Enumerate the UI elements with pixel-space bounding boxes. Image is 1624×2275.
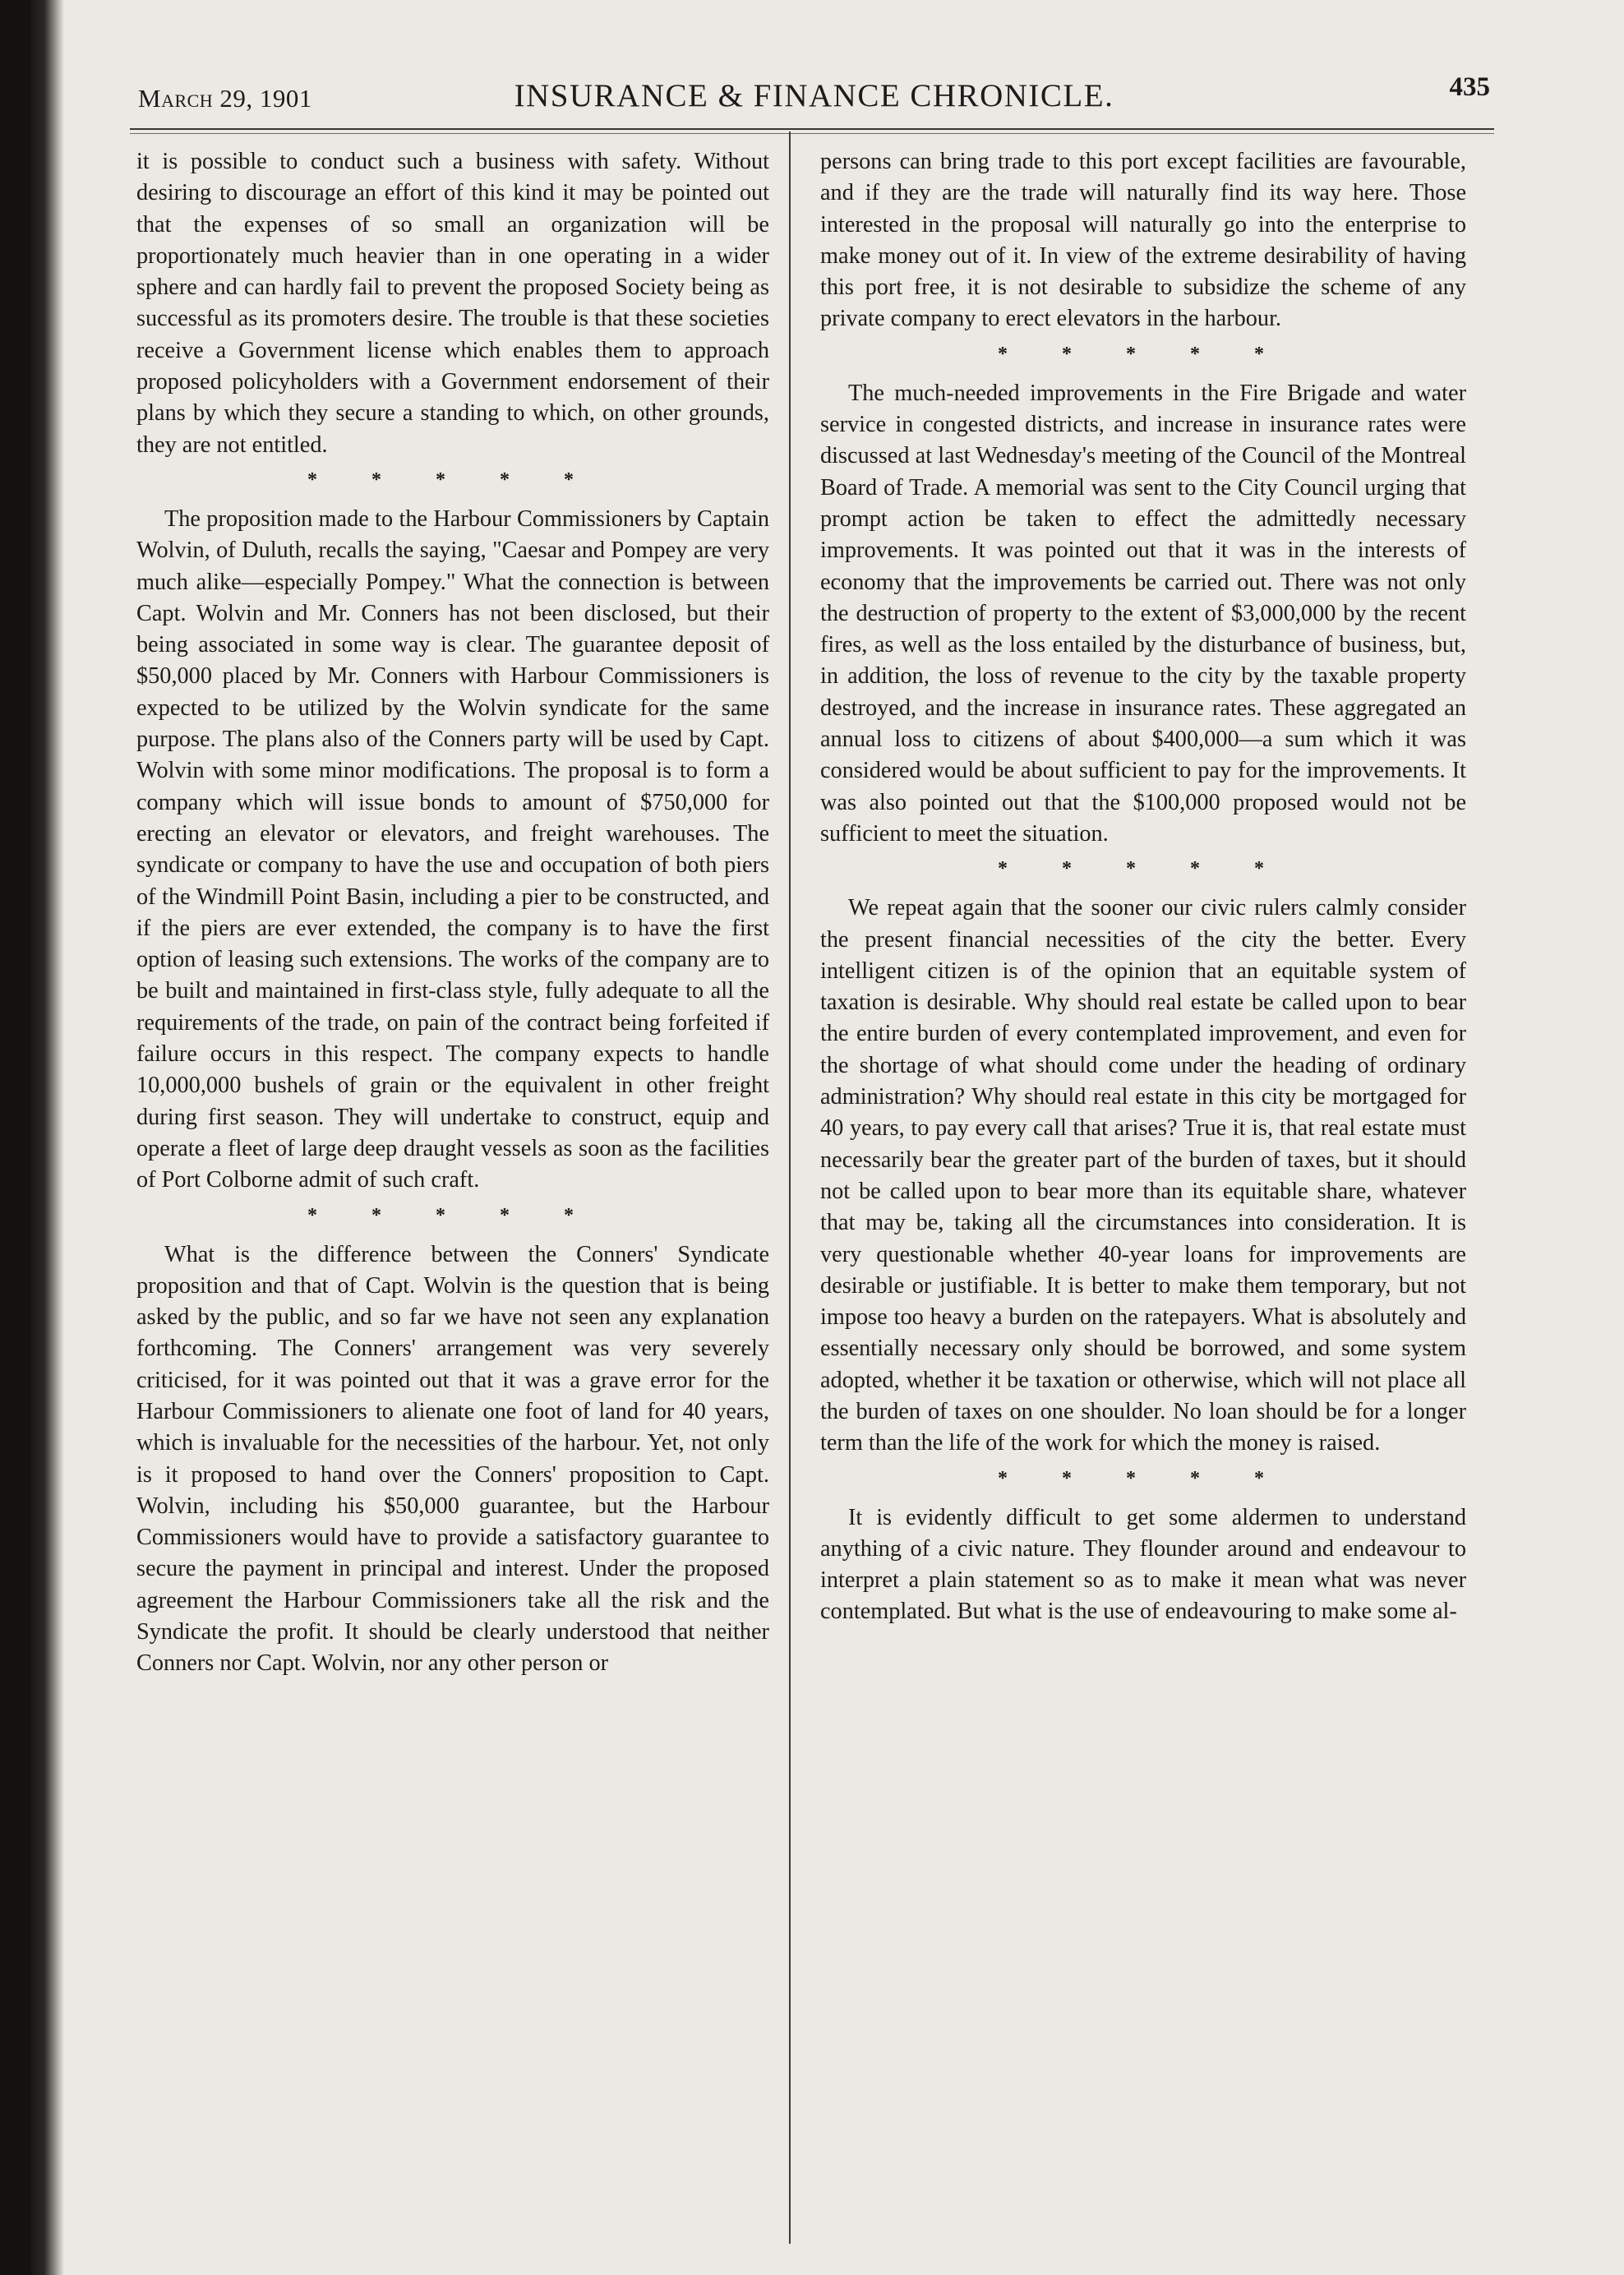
section-separator: * * * * * <box>998 343 1289 365</box>
header-rule <box>130 128 1494 134</box>
section-separator: * * * * * <box>998 1467 1289 1489</box>
publication-title: INSURANCE & FINANCE CHRONICLE. <box>514 78 1114 113</box>
page-header <box>138 72 1490 122</box>
section-separator: * * * * * <box>307 1204 598 1226</box>
newspaper-page <box>31 0 1624 2275</box>
header-date: March 29, 1901 <box>138 84 312 113</box>
column-divider <box>789 132 791 2244</box>
paragraph: persons can bring trade to this port except facilities are favourable, and if they are the trade will naturally find its way here. Those interested in the proposal will naturally go into the enterprise to make money out of it. In view of the extreme desirability of having this port free, it is not desirable to subsidize the scheme of any private company to erect elevators in the harbour. <box>820 149 1466 332</box>
section-separator: * * * * * <box>998 858 1289 880</box>
paragraph: The proposition made to the Harbour Commissioners by Captain Wolvin, of Duluth, recalls the saying, "Caesar and Pompey are very much alike—especially Pompey." What the connection is between Capt. Wolvin and Mr. Conners has not been disclosed, but their being associated in some way is clear. The guarantee deposit of $50,000 placed by Mr. Conners with Harbour Commissioners is expected to be utilized by the Wolvin syndicate for the same purpose. The plans also of the Conners party will be used by Capt. Wolvin with some minor modifications. The proposal is to form a company which will issue bonds to amount of $750,000 for erecting an elevator or elevators, and freight warehouses. The syndicate or company to have the use and occupation of both piers of the Windmill Point Basin, including a pier to be constructed, and if the piers are ever extended, the company is to have the first option of leasing such extensions. The works of the company are to be built and maintained in first-class style, fully adequate to all the requirements of the trade, on pain of the contract being forfeited if failure occurs in this respect. The company expects to handle 10,000,000 bushels of grain or the equivalent in other freight during first season. They will undertake to construct, equip and operate a fleet of large deep draught vessels as soon as the facilities of Port Colborne admit of such craft. <box>136 505 769 1193</box>
paragraph: it is possible to conduct such a business with safety. Without desiring to discourage an effort of this kind it may be pointed out that the expenses of so small an organization will be proportionately much heavier than in one operating in a wider sphere and can hardly fail to prevent the proposed Society being as successful as its promoters desire. The trouble is that these societies receive a Government license which enables them to approach proposed policyholders with a Government endorsement of their plans by which they secure a standing to which, on other grounds, they are not entitled. <box>136 149 769 458</box>
paragraph: We repeat again that the sooner our civic rulers calmly consider the present financial necessities of the city the better. Every intelligent citizen is of the opinion that an equitable system of taxation is desirable. Why should real estate be called upon to bear the entire burden of every contemplated improvement, and even for the shortage of what should come under the heading of ordinary administration? Why should real estate in this city be mortgaged for 40 years, to pay every call that arises? True it is, that real estate must necessarily bear the greater part of the burden of taxes, but it should not be called upon to bear more than its equitable share, whatever that may be, taking all the circumstances into consideration. It is very questionable whether 40-year loans for improvements are desirable or justifiable. It is better to make them temporary, but not impose too heavy a burden on the ratepayers. What is absolutely and essentially necessary only should be borrowed, and some system adopted, whether it be taxation or otherwise, which will not place all the burden of taxes on one shoulder. No loan should be for a longer term than the life of the work for which the money is raised. <box>820 895 1466 1456</box>
paragraph: What is the difference between the Conners' Syndicate proposition and that of Capt. Wolvin is the question that is being asked by the public, and so far we have not seen any explanation forthcoming. The Conners' arrangement was very severely criticised, for it was pointed out that it was a grave error for the Harbour Commissioners to alienate one foot of land for 40 years, which is invaluable for the necessities of the harbour. Yet, not only is it proposed to hand over the Conners' proposition to Capt. Wolvin, including his $50,000 guarantee, but the Harbour Commissioners would have to provide a satisfactory guarantee to secure the payment in principal and interest. Under the proposed agreement the Harbour Commissioners take all the risk and the Syndicate the profit. It should be clearly understood that neither Conners nor Capt. Wolvin, nor any other person or <box>136 1241 769 1677</box>
right-column <box>820 146 1466 1628</box>
section-separator: * * * * * <box>307 468 598 491</box>
paragraph: It is evidently difficult to get some aldermen to understand anything of a civic nature. They flounder around and endeavour to interpret a plain statement so as to make it mean what was never contemplated. But what is the use of endeavouring to make some al- <box>820 1504 1466 1625</box>
page-number: 435 <box>1449 72 1490 102</box>
binding-shadow <box>31 0 64 2275</box>
left-column <box>136 146 769 1680</box>
paragraph: The much-needed improvements in the Fire Brigade and water service in congested districts, and increase in insurance rates were discussed at last Wednesday's meeting of the Council of the Montreal Board of Trade. A memorial was sent to the City Council urging that prompt action be taken to effect the admittedly necessary improvements. It was pointed out that it was in the interests of economy that the improvements be carried out. There was not only the destruction of property to the extent of $3,000,000 by the recent fires, as well as the loss entailed by the disturbance of business, but, in addition, the loss of revenue to the city by the taxable property destroyed, and the increase in insurance rates. These aggregated an annual loss to citizens of about $400,000—a sum which it was considered would be about sufficient to pay for the improvements. It was also pointed out that the $100,000 proposed would not be sufficient to meet the situation. <box>820 380 1466 847</box>
